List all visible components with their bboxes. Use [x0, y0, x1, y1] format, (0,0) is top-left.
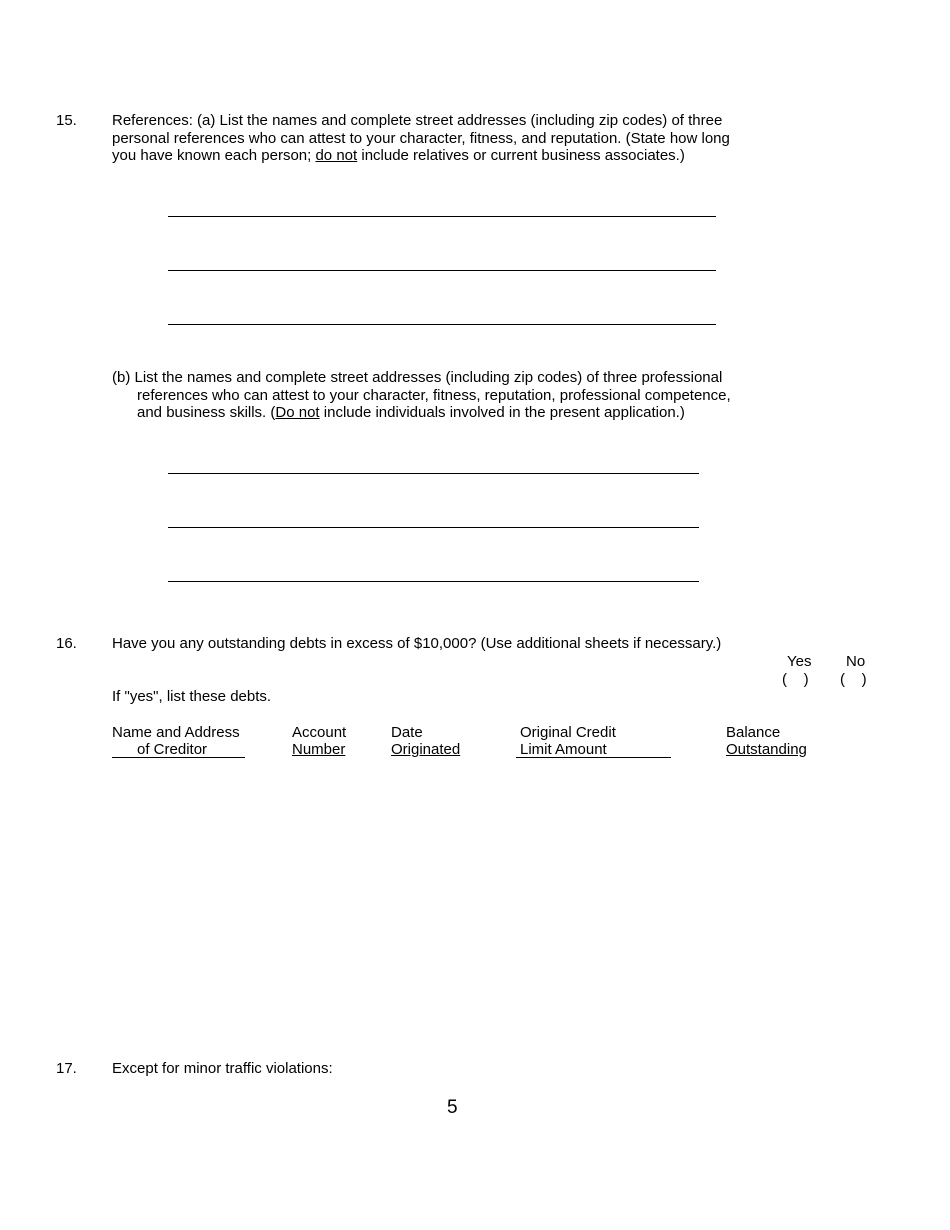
yes-checkbox[interactable]: ( ): [782, 671, 809, 688]
col-date-line1: Date: [391, 724, 423, 741]
col-account-line1: Account: [292, 724, 347, 741]
col-credit-limit-line2: Limit Amount: [520, 741, 607, 758]
q15b-line1: (b) List the names and complete street addresses (including zip codes) of three professional: [112, 369, 723, 386]
q15a-line2: personal references who can attest to your character, fitness, and reputation. (State how long: [112, 130, 730, 147]
col-creditor-line2: of Creditor: [137, 741, 208, 758]
q15b-line3-post: include individuals involved in the present application.): [319, 404, 685, 421]
q17-text: Except for minor traffic violations:: [112, 1060, 333, 1077]
q15a-do-not: do not: [315, 147, 358, 164]
q15a-line1: References: (a) List the names and complete street addresses (including zip codes) of three: [112, 112, 723, 129]
q15a-line3: [112, 147, 685, 165]
col-balance-line2: Outstanding: [726, 741, 807, 758]
personal-reference-3-field[interactable]: [168, 324, 716, 325]
col-creditor-line1: Name and Address: [112, 724, 240, 741]
no-checkbox[interactable]: ( ): [840, 671, 867, 688]
col-creditor-underline: [112, 757, 245, 758]
yes-label: Yes: [787, 653, 812, 670]
col-credit-limit-underline: [516, 757, 671, 758]
q15a-line3-pre: you have known each person;: [112, 147, 316, 164]
page-number: 5: [447, 1097, 458, 1118]
q15a-line3-post: include relatives or current business associates.): [357, 147, 685, 164]
q16-if-yes: If "yes", list these debts.: [112, 688, 272, 705]
q15b-line3: [137, 404, 685, 422]
q16-question: Have you any outstanding debts in excess of $10,000? (Use additional sheets if necessary.): [112, 635, 722, 652]
col-credit-limit-line1: Original Credit: [520, 724, 616, 741]
personal-reference-1-field[interactable]: [168, 216, 716, 217]
col-date-line2: Originated: [391, 741, 461, 758]
q15b-do-not: Do not: [275, 404, 320, 421]
q17-number: 17.: [56, 1060, 77, 1077]
personal-reference-2-field[interactable]: [168, 270, 716, 271]
q15b-line2: references who can attest to your character, fitness, reputation, professional competence,: [137, 387, 731, 404]
no-label: No: [846, 653, 866, 670]
professional-reference-2-field[interactable]: [168, 527, 699, 528]
q15-number: 15.: [56, 112, 77, 129]
professional-reference-3-field[interactable]: [168, 581, 699, 582]
q16-number: 16.: [56, 635, 77, 652]
col-balance-line1: Balance: [726, 724, 781, 741]
col-account-line2: Number: [292, 741, 346, 758]
professional-reference-1-field[interactable]: [168, 473, 699, 474]
q15b-line3-pre: and business skills. (: [137, 404, 276, 421]
